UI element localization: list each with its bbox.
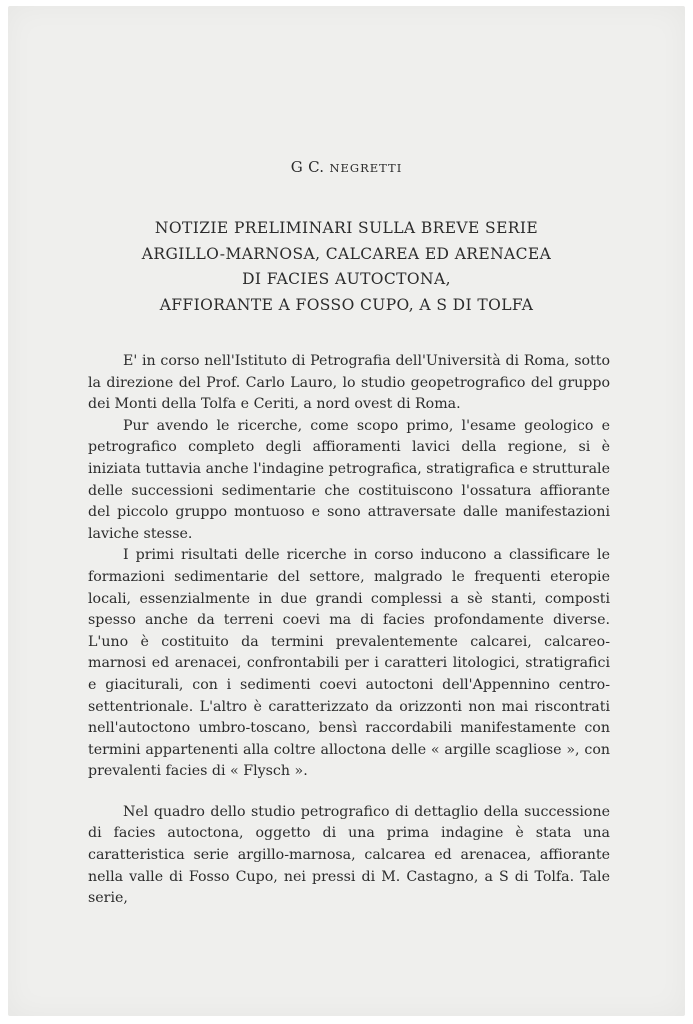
title-line: AFFIORANTE A FOSSO CUPO, A S DI TOLFA: [159, 295, 534, 314]
article-title: [0, 216, 693, 318]
title-line: DI FACIES AUTOCTONA,: [242, 270, 451, 288]
body-paragraph: Nel quadro dello studio petrografico di dettaglio della successione di facies autoctona, oggetto di una prima indagine è stata una caratteristica serie argillo-marnosa, calcarea ed arenacea, affiorante nella valle di Fosso Cupo, nei pressi di M. Castagno, a S di Tolfa. Tale serie,: [88, 803, 610, 907]
author-line: [0, 158, 693, 176]
article-body: [88, 351, 610, 910]
title-line: NOTIZIE PRELIMINARI SULLA BREVE SERIE: [154, 219, 539, 237]
body-paragraph: E' in corso nell'Istituto di Petrografia dell'Università di Roma, sotto la direzione del Prof. Carlo Lauro, lo studio geopetrografico del gruppo dei Monti della Tolfa e Ceriti, a nord ovest di Roma.: [88, 353, 610, 413]
body-paragraph: Pur avendo le ricerche, come scopo primo, l'esame geologico e petrografico completo degli affioramenti lavici della regione, si è iniziata tuttavia anche l'indagine petrografica, stratigrafica e strutturale delle successioni sedimentarie che costituiscono l'ossatura affiorante del piccolo gruppo montuoso e sono attraversate dalle manifestazioni laviche stesse.: [88, 417, 610, 542]
body-paragraph: I primi risultati delle ricerche in corso inducono a classificare le formazioni sedimentarie del settore, malgrado le frequenti eteropie locali, essenzialmente in due grandi complessi a sè stanti, composti spesso anche da terreni coevi ma di facies profondamente diverse. L'uno è costituito da termini prevalentemente calcarei, calcareo-marnosi ed arenacei, confrontabili per i caratteri litologici, stratigrafici e giaciturali, con i sedimenti coevi autoctoni dell'Appennino centro-settentrionale. L'altro è caratterizzato da orizzonti non mai riscontrati nell'autoctono umbro-toscano, bensì raccordabili manifestamente con termini appartenenti alla coltre alloctona delle « argille scagliose », con prevalenti facies di « Flysch ».: [88, 547, 610, 780]
title-line: ARGILLO-MARNOSA, CALCAREA ED ARENACEA: [141, 244, 552, 263]
author-surname: NEGRETTI: [329, 161, 403, 175]
author-initials: G C.: [290, 158, 325, 176]
